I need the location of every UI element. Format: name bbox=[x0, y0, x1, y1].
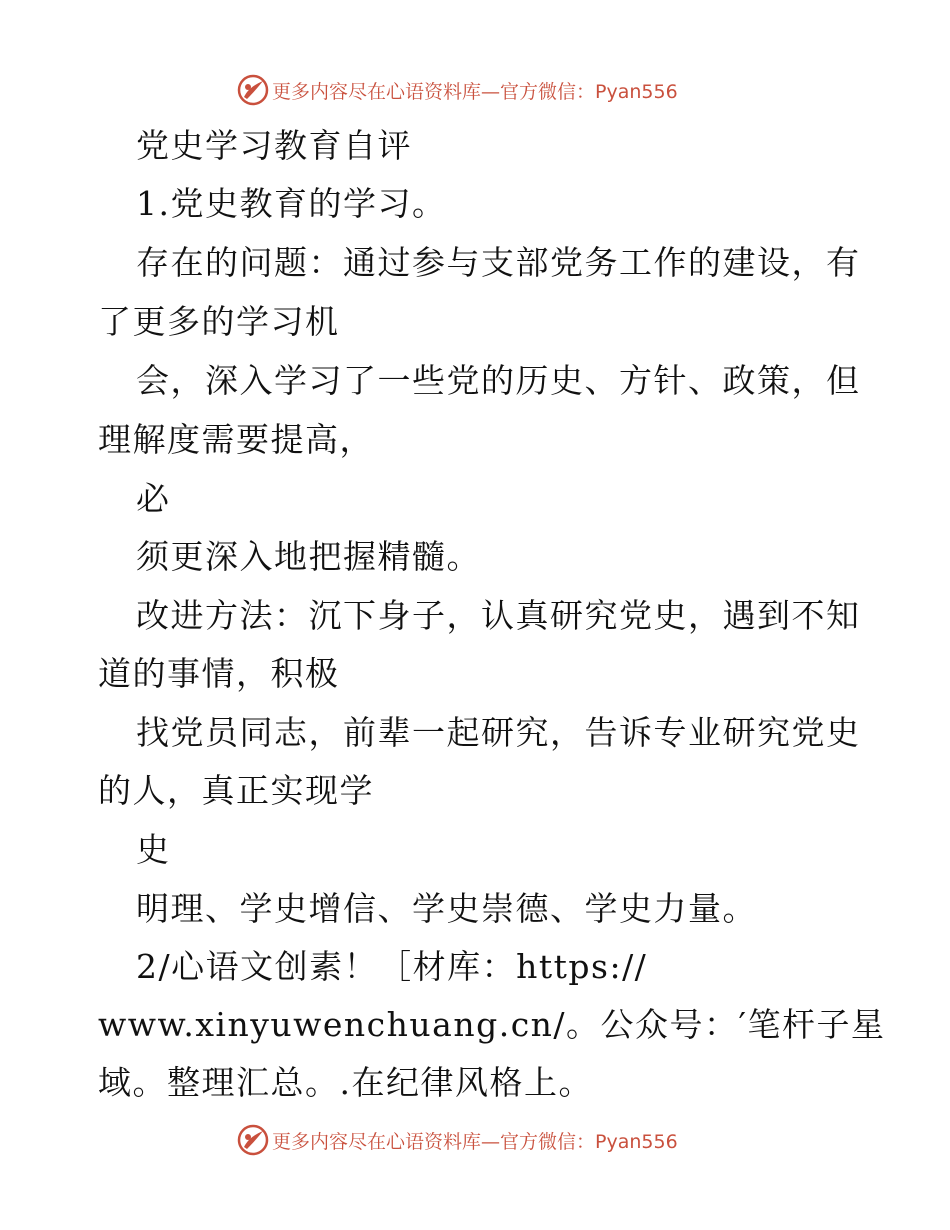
paragraph-line: 理解度需要提高， bbox=[98, 420, 374, 459]
paragraph-line: 必 bbox=[136, 479, 171, 518]
watermark-banner-bottom bbox=[236, 1122, 678, 1158]
paragraph-line: 明理、学史增信、学史崇德、学史力量。 bbox=[136, 889, 757, 928]
paragraph-line: 改进方法：沉下身子，认真研究党史，遇到不知 bbox=[136, 596, 861, 635]
paragraph-line: 的人，真正实现学 bbox=[98, 771, 374, 810]
pen-circle-logo-icon bbox=[236, 1123, 270, 1157]
watermark-text: 更多内容尽在心语资料库—官方微信：Pyan556 bbox=[272, 1130, 678, 1153]
paragraph-line: 须更深入地把握精髓。 bbox=[136, 537, 481, 576]
paragraph-line: 道的事情，积极 bbox=[98, 654, 340, 693]
watermark-banner-top bbox=[236, 72, 678, 108]
paragraph-line: www.xinyuwenchuang.cn/。公众号：′笔杆子星 bbox=[98, 1005, 886, 1044]
paragraph-line: 域。整理汇总。.在纪律风格上。 bbox=[98, 1063, 593, 1102]
paragraph-line: 找党员同志，前辈一起研究，告诉专业研究党史 bbox=[136, 713, 861, 752]
paragraph-line: 了更多的学习机 bbox=[98, 302, 340, 341]
paragraph-line: 存在的问题：通过参与支部党务工作的建设，有 bbox=[136, 243, 861, 282]
paragraph-line: 2/心语文创素！［材库：https:// bbox=[136, 947, 648, 986]
pen-circle-logo-icon bbox=[236, 73, 270, 107]
paragraph-line: 会，深入学习了一些党的历史、方针、政策，但 bbox=[136, 361, 861, 400]
watermark-text: 更多内容尽在心语资料库—官方微信：Pyan556 bbox=[272, 80, 678, 103]
doc-title: 党史学习教育自评 bbox=[136, 126, 412, 165]
paragraph-line: 1.党史教育的学习。 bbox=[136, 184, 447, 223]
paragraph-line: 史 bbox=[136, 830, 171, 869]
